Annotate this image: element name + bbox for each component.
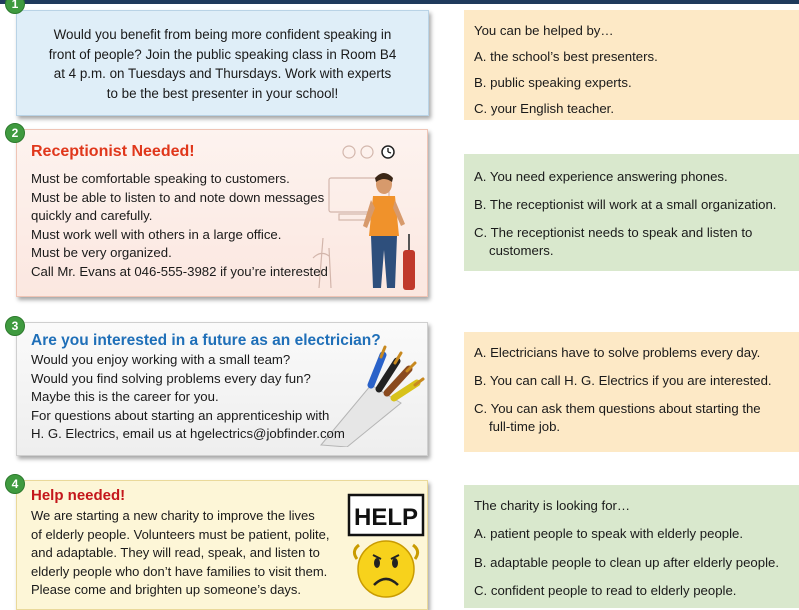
options-box-1 <box>464 10 799 120</box>
ad-4-line: and adaptable. They will read, speak, and listen to <box>31 545 320 561</box>
option-4a[interactable]: A. patient people to speak with elderly people. <box>474 526 744 541</box>
option-3c-cont: full-time job. <box>489 419 561 434</box>
ad-2-text <box>31 170 328 282</box>
ad-2-line: Must be comfortable speaking to customers. <box>31 171 290 186</box>
options-box-2 <box>464 154 799 271</box>
option-2c-cont: customers. <box>489 243 554 258</box>
ad-3-line: H. G. Electrics, email us at hgelectrics@jobfinder.com <box>31 426 345 442</box>
option-1c[interactable]: C. your English teacher. <box>474 101 615 116</box>
top-rule <box>0 0 799 4</box>
ad-1-line: to be the best presenter in your school! <box>106 85 339 101</box>
ad-1-line: front of people? Join the public speaking class in Room B4 <box>48 46 397 62</box>
ad-2-title: Receptionist Needed! <box>31 143 195 160</box>
ad-4-line: of elderly people. Volunteers must be patient, polite, <box>31 526 330 542</box>
option-3b[interactable]: B. You can call H. G. Electrics if you are interested. <box>474 373 772 388</box>
ad-3-text <box>31 351 345 444</box>
ad-2-line: quickly and carefully. <box>31 208 153 224</box>
question-number-4: 4 <box>5 474 25 494</box>
ad-2-line: Must be very organized. <box>31 245 172 261</box>
ad-1-line: Would you benefit from being more confident speaking in <box>53 27 392 42</box>
ad-3-line: For questions about starting an apprenticeship with <box>31 407 330 423</box>
option-2b[interactable]: B. The receptionist will work at a small organization. <box>474 197 777 212</box>
ad-4-text <box>31 507 329 600</box>
options-4-lead: The charity is looking for… <box>474 498 631 513</box>
ad-4-line: We are starting a new charity to improve the lives <box>31 508 315 523</box>
question-number-2: 2 <box>5 123 25 143</box>
ad-2-line: Must work well with others in a large office. <box>31 226 282 242</box>
option-2c[interactable]: C. The receptionist needs to speak and listen to <box>474 225 753 240</box>
question-number-3: 3 <box>5 316 25 336</box>
option-4b[interactable]: B. adaptable people to clean up after elderly people. <box>474 555 779 570</box>
sad-face-icon <box>358 541 414 597</box>
option-1b[interactable]: B. public speaking experts. <box>474 75 632 90</box>
option-1a[interactable]: A. the school’s best presenters. <box>474 49 658 64</box>
help-sign-illustration <box>347 493 425 609</box>
ad-1-text <box>17 25 428 103</box>
ad-3-line: Maybe this is the career for you. <box>31 389 219 405</box>
option-3c[interactable]: C. You can ask them questions about starting the <box>474 401 761 416</box>
options-box-4 <box>464 485 799 608</box>
ad-card-2 <box>16 129 428 297</box>
question-number-1: 1 <box>5 0 25 14</box>
ad-card-4 <box>16 480 428 610</box>
ad-4-line: Please come and brighten up someone’s days. <box>31 582 302 598</box>
option-3a[interactable]: A. Electricians have to solve problems every day. <box>474 345 761 360</box>
help-sign-text: HELP <box>353 504 419 531</box>
ad-card-3 <box>16 322 428 456</box>
ad-3-line: Would you enjoy working with a small team? <box>31 352 291 367</box>
ad-1-line: at 4 p.m. on Tuesdays and Thursdays. Work with experts <box>53 66 392 81</box>
ad-4-title: Help needed! <box>31 487 126 504</box>
option-2a[interactable]: A. You need experience answering phones. <box>474 169 728 184</box>
ad-2-line: Call Mr. Evans at 046-555-3982 if you’re interested <box>31 263 328 279</box>
option-4c[interactable]: C. confident people to read to elderly people. <box>474 583 737 598</box>
ad-3-line: Would you find solving problems every day fun? <box>31 370 311 386</box>
ad-2-line: Must be able to listen to and note down messages <box>31 189 325 205</box>
ad-card-1 <box>16 10 429 116</box>
ad-4-line: elderly people who don’t have families to visit them. <box>31 563 328 579</box>
options-box-3 <box>464 332 799 452</box>
ad-3-title: Are you interested in a future as an electrician? <box>31 332 381 349</box>
options-1-lead: You can be helped by… <box>474 23 614 38</box>
